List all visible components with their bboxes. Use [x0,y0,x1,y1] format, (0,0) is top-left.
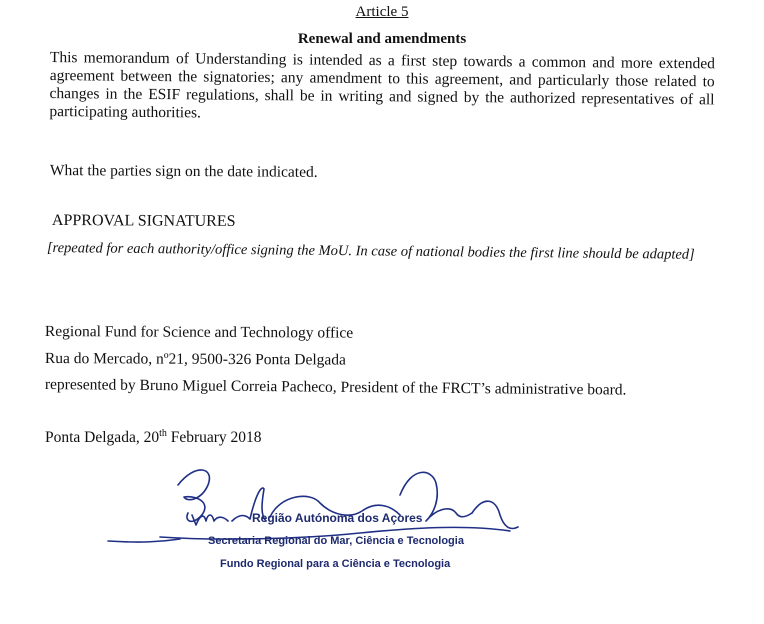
signatory-address: Rua do Mercado, nº21, 9500-326 Ponta Delgada [44,350,346,369]
sign-statement: What the parties sign on the date indicated. [49,162,318,181]
stamp-line-secretariat: Secretaria Regional do Mar, Ciência e Tecnologia [208,535,464,547]
date-rest: February 2018 [166,429,262,447]
article-number: Article 5 [355,4,409,20]
approval-heading: APPROVAL SIGNATURES [51,212,236,230]
signature-block [100,455,530,590]
stamp-line-fund: Fundo Regional para a Ciência e Tecnologia [220,558,451,570]
signature-date [45,428,262,447]
approval-note: [repeated for each authority/office signing the MoU. In case of national bodies the first line should be adapted] [46,240,695,263]
article-body: This memorandum of Understanding is intended as a first step towards a common and more extended agreement between the signatories; any amendment to this agreement, and particularly those related to changes in the ESIF regulations, shall be in writing and signed by the authorized representatives of all participating authorities. [49,49,715,122]
article-title: Renewal and amendments [297,31,467,47]
date-place: Ponta Delgada, 20 [45,429,160,447]
stamp-line-region: Região Autónoma dos Açores [252,511,423,525]
signatory-representative: represented by Bruno Miguel Correia Pacheco, President of the FRCT’s administrative board. [44,376,627,399]
date-suffix: th [159,428,167,439]
signatory-office: Regional Fund for Science and Technology office [44,323,354,342]
